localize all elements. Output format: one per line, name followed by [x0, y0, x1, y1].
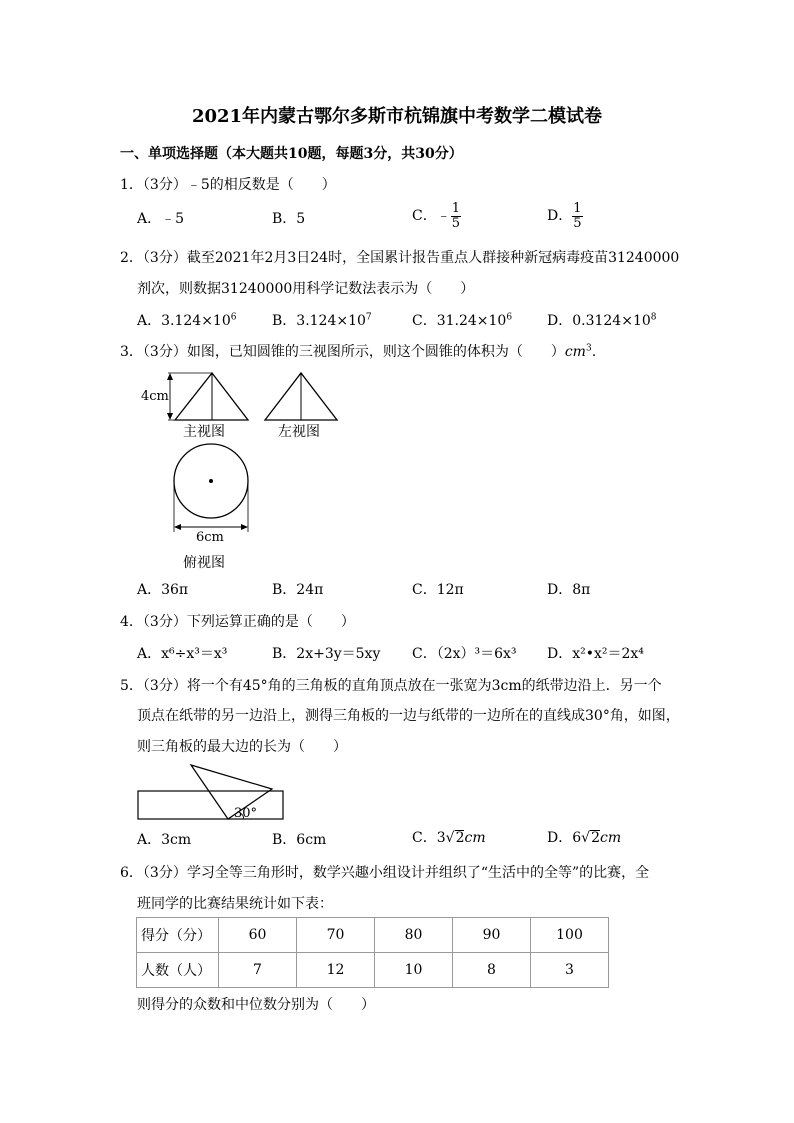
q1-option-d: [547, 202, 583, 230]
radicand: 2: [455, 830, 465, 846]
radical-sign: √: [581, 830, 591, 846]
q4-option-d: D．x²•x²＝2x⁴: [547, 646, 644, 662]
q3-option-c: C．12π: [412, 582, 464, 598]
option-prefix: D．: [547, 830, 573, 846]
table-cell: 60: [219, 918, 297, 953]
q3-option-b: B．24π: [272, 582, 324, 598]
table-cell: 70: [297, 918, 375, 953]
height-arrow-top: [167, 373, 173, 380]
question-3-stem: [120, 345, 596, 359]
table-row-header: 得分（分）: [137, 918, 219, 953]
question-3-text: 3．（3分）如图，已知圆锥的三视图所示，则这个圆锥的体积为（ ）: [120, 344, 565, 360]
option-unit: cm: [464, 830, 486, 846]
section-heading: 一、单项选择题（本大题共10题，每题3分，共30分）: [120, 146, 463, 162]
q1-option-d-fraction: [572, 202, 582, 230]
q5-option-c: [412, 830, 486, 846]
option-base: C．31.24×10: [412, 313, 507, 329]
table-cell: 7: [219, 953, 297, 988]
radical-coefficient: 3: [436, 830, 446, 846]
paper-strip: [138, 791, 283, 819]
option-base: D．0.3124×10: [547, 313, 651, 329]
score-table: [136, 917, 609, 988]
q5-option-a: A．3cm: [137, 832, 192, 848]
diameter-arrow-left: [174, 524, 181, 530]
table-cell: 3: [531, 953, 609, 988]
table-row: [137, 918, 609, 953]
question-2-line-1: 2．（3分）截至2021年2月3日24时，全国累计报告重点人群接种新冠病毒疫苗31240000: [120, 250, 680, 266]
cone-three-views-figure: [135, 365, 365, 580]
height-label: 4cm: [141, 389, 169, 404]
q4-option-a: A．x⁶÷x³＝x³: [137, 646, 228, 662]
option-prefix: C．: [412, 830, 437, 846]
table-cell: 90: [453, 918, 531, 953]
q2-option-a: [137, 314, 236, 328]
front-view-label: 主视图: [183, 424, 225, 440]
question-6-line-2: 班同学的比赛结果统计如下表：: [137, 896, 333, 912]
radicand: 2: [591, 830, 600, 846]
question-5-line-3: 则三角板的最大边的长为（ ）: [137, 739, 347, 755]
question-6-prompt: 则得分的众数和中位数分别为（ ）: [137, 997, 375, 1013]
table-row-header: 人数（人）: [137, 953, 219, 988]
q1-option-a: A．﹣5: [137, 211, 185, 227]
question-3-end: .: [591, 344, 597, 360]
radical-coefficient: 6: [572, 830, 582, 846]
question-1-stem: 1．（3分）﹣5的相反数是（ ）: [120, 177, 336, 193]
table-cell: 12: [297, 953, 375, 988]
angle-label: 30°: [234, 806, 258, 821]
diameter-label: 6cm: [196, 530, 224, 545]
question-4-stem: 4．（3分）下列运算正确的是（ ）: [120, 614, 355, 630]
left-view-label: 左视图: [278, 424, 320, 440]
option-exponent: 6: [506, 312, 513, 323]
volume-unit-exponent: 3: [585, 343, 592, 354]
radical-sign: √: [445, 830, 455, 846]
question-5-line-1: 5．（3分）将一个有45°角的三角板的直角顶点放在一张宽为3cm的纸带边沿上．另一个: [120, 678, 662, 694]
q3-option-d: D．8π: [547, 582, 591, 598]
q1-option-c-prefix: C．﹣: [412, 208, 451, 225]
fraction-denominator: 5: [573, 215, 582, 231]
option-exponent: 7: [365, 312, 372, 323]
q5-option-b: B．6cm: [272, 832, 327, 848]
q1-option-c: [412, 202, 461, 230]
q1-option-c-fraction: [451, 202, 461, 230]
q3-option-a: A．36π: [137, 582, 189, 598]
table-cell: 10: [375, 953, 453, 988]
question-2-line-2: 剂次，则数据31240000用科学记数法表示为（ ）: [137, 281, 475, 297]
q2-option-d: [547, 314, 657, 328]
q4-option-b: B．2x+3y＝5xy: [272, 646, 381, 662]
top-view-center-dot: [209, 479, 213, 483]
triangle-on-paper-strip-figure: [135, 760, 285, 825]
table-cell: 80: [375, 918, 453, 953]
height-arrow-bottom: [167, 413, 173, 420]
q1-option-b: B．5: [272, 211, 306, 227]
q4-option-c: C．（2x）³＝6x³: [412, 646, 517, 662]
table-cell: 8: [453, 953, 531, 988]
table-cell: 100: [531, 918, 609, 953]
fraction-denominator: 5: [451, 215, 460, 231]
q5-option-d: [547, 830, 621, 846]
question-6-line-1: 6．（3分）学习全等三角形时，数学兴趣小组设计并组织了“生活中的全等”的比赛，全: [120, 865, 650, 881]
option-exponent: 6: [230, 312, 237, 323]
option-exponent: 8: [650, 312, 657, 323]
q1-option-d-prefix: D．: [547, 208, 573, 225]
diameter-arrow-right: [241, 524, 248, 530]
fraction-numerator: 1: [451, 201, 460, 216]
option-base: B．3.124×10: [272, 313, 366, 329]
fraction-numerator: 1: [573, 201, 582, 216]
volume-unit: cm: [564, 344, 586, 360]
top-view-label: 俯视图: [183, 555, 225, 571]
page-title: 2021年内蒙古鄂尔多斯市杭锦旗中考数学二模试卷: [191, 106, 603, 127]
question-5-line-2: 顶点在纸带的另一边沿上，测得三角板的一边与纸带的一边所在的直线成30°角，如图，: [137, 708, 680, 724]
set-square-triangle: [191, 765, 272, 819]
option-base: A．3.124×10: [137, 313, 231, 329]
q2-option-b: [272, 314, 372, 328]
q2-option-c: [412, 314, 512, 328]
option-unit: cm: [600, 830, 622, 846]
table-row: [137, 953, 609, 988]
